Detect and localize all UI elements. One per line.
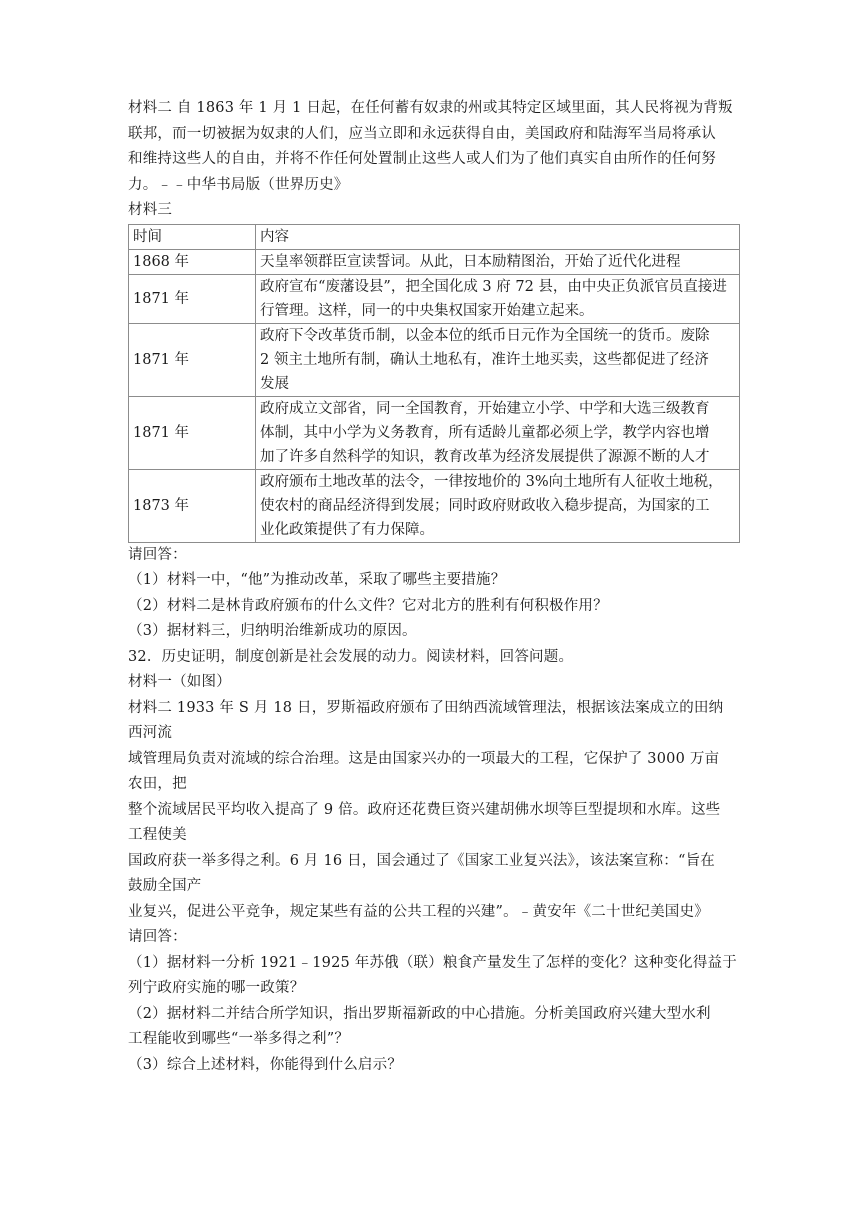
material-1-label: 材料一（如图） <box>128 674 231 690</box>
text-line: 和维持这些人的自由，并将不作任何处置制止这些人或人们为了他们真实自由所作的任何努 <box>128 151 716 167</box>
text-line: 材料二 自 1863 年 1 月 1 日起，在任何蓄有奴隶的州或其特定区域里面，其人民将视为背叛 <box>128 100 733 116</box>
text-line: 联邦，而一切被据为奴隶的人们，应当立即和永远获得自由，美国政府和陆海军当局将承认 <box>128 125 716 142</box>
row-content <box>256 396 740 469</box>
content-line: 政府下令改革货币制，以金本位的纸币日元作为全国统一的货币。废除 <box>260 327 710 344</box>
content-line: 政府颁布土地改革的法令，一律按地价的 3%向土地所有人征收土地税， <box>260 473 723 490</box>
text-line: 力。﹣﹣中华书局版（世界历史》 <box>128 176 349 193</box>
content-line: 天皇率领群臣宣读誓词。从此，日本励精图治，开始了近代化进程 <box>260 253 681 270</box>
row-time: 1871 年 <box>129 396 256 469</box>
sub-question: （1）材料一中，“他”为推动改革，采取了哪些主要措施？ <box>128 572 506 588</box>
text-line: 工程使美 <box>128 827 187 843</box>
content-line: 体制，其中小学为义务教育，所有适龄儿童都必须上学，教学内容也增 <box>260 424 710 441</box>
sub-question: 工程能收到哪些“一举多得之利”？ <box>128 1031 350 1047</box>
content-line: 加了许多自然科学的知识，教育改革为经济发展提供了源源不断的人才 <box>260 448 710 465</box>
table-row <box>129 469 740 542</box>
question-stem: 32．历史证明，制度创新是社会发展的动力。阅读材料，回答问题。 <box>128 648 574 665</box>
sub-question: （3）综合上述材料，你能得到什么启示？ <box>128 1056 403 1073</box>
answer-prompt: 请回答： <box>128 546 187 563</box>
meiji-reform-table <box>128 224 740 543</box>
table-header-row <box>129 224 740 249</box>
material-2-passage <box>128 96 740 198</box>
header-content: 内容 <box>256 224 740 249</box>
content-line: 发展 <box>260 375 289 392</box>
header-time: 时间 <box>129 224 256 249</box>
table-row <box>129 274 740 323</box>
text-line: 业复兴，促进公平竞争，规定某些有益的公共工程的兴建”。﹣黄安年《二十世纪美国史》 <box>128 903 709 920</box>
text-line: 材料二 1933 年 S 月 18 日，罗斯福政府颁布了田纳西流域管理法，根据该法案成立的田纳 <box>128 699 724 716</box>
row-content <box>256 249 740 274</box>
material-3-title: 材料三 <box>128 202 173 218</box>
sub-question: （2）据材料二并结合所学知识，指出罗斯福新政的中心措施。分析美国政府兴建大型水利 <box>128 1005 711 1022</box>
content-line: 2 领主土地所有制，确认土地私有，准许土地买卖，这些都促进了经济 <box>260 351 709 368</box>
material-2-passage <box>128 696 740 926</box>
sub-question: （3）据材料三，归纳明治维新成功的原因。 <box>128 623 417 639</box>
content-line: 业化政策提供了有力保障。 <box>260 521 434 538</box>
row-content <box>256 323 740 396</box>
content-line: 政府成立文部省，同一全国教育，开始建立小学、中学和大选三级教育 <box>260 400 710 417</box>
sub-question: 列宁政府实施的哪一政策？ <box>128 980 305 996</box>
row-time: 1873 年 <box>129 469 256 542</box>
content-line: 行管理。这样，同一的中央集权国家开始建立起来。 <box>260 302 594 319</box>
document-page <box>128 96 740 1078</box>
text-line: 域管理局负责对流域的综合治理。这是由国家兴办的一项最大的工程，它保护了 3000 万亩 <box>128 750 720 767</box>
table-row <box>129 249 740 274</box>
table-row <box>129 396 740 469</box>
row-time: 1871 年 <box>129 323 256 396</box>
row-content <box>256 274 740 323</box>
text-line: 农田，把 <box>128 776 187 792</box>
content-line: 政府宣布“废藩设县”，把全国化成 3 府 72 县，由中央正负派官员直接进 <box>260 278 727 295</box>
sub-question: （1）据材料一分析 1921﹣1925 年苏俄（联）粮食产量发生了怎样的变化？这种变化得益于 <box>128 954 737 971</box>
question-32-block <box>128 645 740 1079</box>
text-line: 西河流 <box>128 725 173 741</box>
text-line: 国政府获一举多得之利。6 月 16 日，国会通过了《国家工业复兴法》，该法案宣称：“旨在 <box>128 852 715 869</box>
sub-question: （2）材料二是林肯政府颁布的什么文件？它对北方的胜利有何积极作用？ <box>128 597 608 614</box>
text-line: 鼓励全国产 <box>128 878 202 894</box>
row-time: 1868 年 <box>129 249 256 274</box>
answer-prompt: 请回答： <box>128 929 187 945</box>
question-31-block <box>128 543 740 645</box>
row-content <box>256 469 740 542</box>
table-row <box>129 323 740 396</box>
content-line: 使农村的商品经济得到发展；同时政府财政收入稳步提高，为国家的工 <box>260 497 710 514</box>
text-line: 整个流域居民平均收入提高了 9 倍。政府还花费巨资兴建胡佛水坝等巨型提坝和水库。这些 <box>128 801 721 818</box>
row-time: 1871 年 <box>129 274 256 323</box>
